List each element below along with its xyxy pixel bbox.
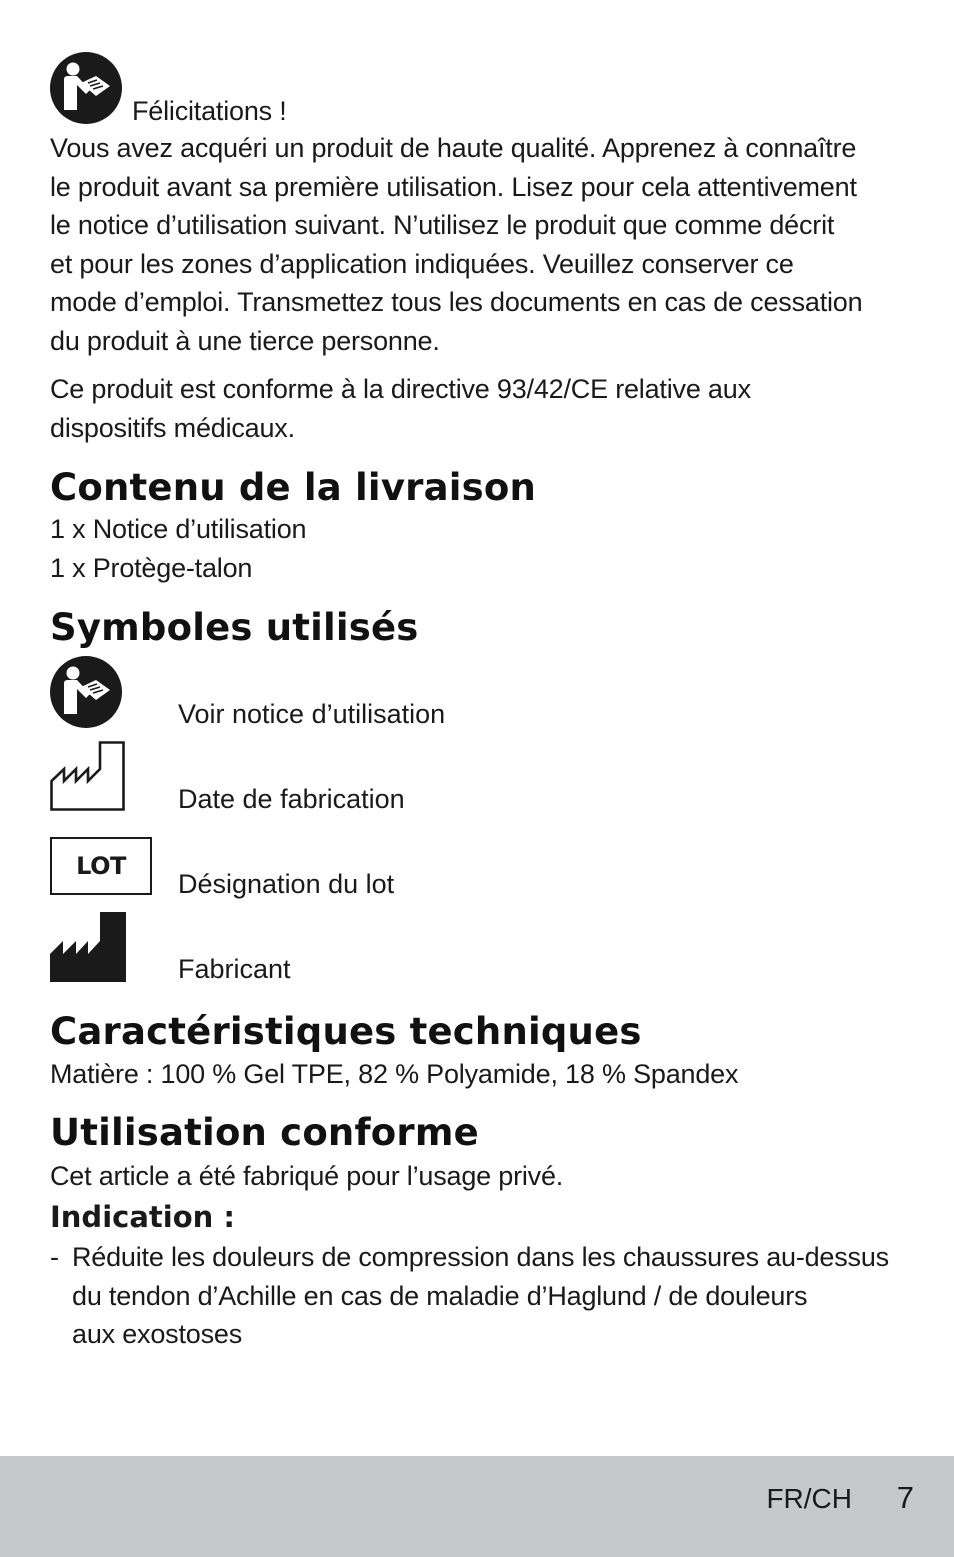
indication-label: Indication : (50, 1200, 235, 1234)
directive-line: Ce produit est conforme à la directive 93/42/CE relative aux (50, 374, 751, 404)
bullet-marker: - (50, 1242, 59, 1272)
symbol-label-date: Date de fabrication (178, 784, 405, 814)
usage-heading: Utilisation conforme (50, 1111, 479, 1154)
symbols-heading: Symboles utilisés (50, 606, 419, 649)
bullet-line: du tendon d’Achille en cas de maladie d’Haglund / de douleurs (72, 1280, 808, 1311)
delivery-item: 1 x Protège-talon (50, 552, 253, 583)
intro-line: le produit avant sa première utilisation. Lisez pour cela attentivement (50, 171, 857, 202)
intro-line: du produit à une tierce personne. (50, 325, 440, 356)
read-manual-icon (50, 656, 122, 728)
intro-line: mode d’emploi. Transmettez tous les documents en cas de cessation (50, 287, 863, 317)
symbol-label-lot: Désignation du lot (178, 869, 395, 899)
delivery-list (50, 510, 306, 587)
intro-paragraph (50, 129, 862, 360)
intro-line: le notice d’utilisation suivant. N’utilisez le produit que comme décrit (50, 210, 835, 240)
directive-line: dispositifs médicaux. (50, 412, 295, 443)
bullet-line: Réduite les douleurs de compression dans les chaussures au-dessus (72, 1242, 889, 1272)
manufacturer-icon (50, 912, 126, 982)
read-manual-icon (50, 52, 122, 124)
symbol-label-manual: Voir notice d’utilisation (178, 699, 446, 729)
specs-heading: Caractéristiques techniques (50, 1010, 642, 1053)
lot-icon: LOT (50, 837, 152, 895)
delivery-item: 1 x Notice d’utilisation (50, 514, 307, 544)
symbol-label-manufacturer: Fabricant (178, 954, 291, 984)
usage-text: Cet article a été fabriqué pour l’usage privé. (50, 1161, 564, 1191)
greeting: Félicitations ! (132, 96, 287, 126)
directive-paragraph (50, 370, 751, 447)
indication-bullet (72, 1238, 889, 1354)
manufacture-date-icon (50, 741, 126, 811)
page-number: 7 (896, 1480, 914, 1515)
material-text: Matière : 100 % Gel TPE, 82 % Polyamide, 18 % Spandex (50, 1059, 739, 1089)
footer-language: FR/CH (766, 1483, 852, 1514)
intro-line: Vous avez acquéri un produit de haute qualité. Apprenez à connaître (50, 133, 857, 163)
delivery-heading: Contenu de la livraison (50, 466, 537, 509)
bullet-line: aux exostoses (72, 1319, 242, 1349)
intro-line: et pour les zones d’application indiquées. Veuillez conserver ce (50, 248, 794, 279)
